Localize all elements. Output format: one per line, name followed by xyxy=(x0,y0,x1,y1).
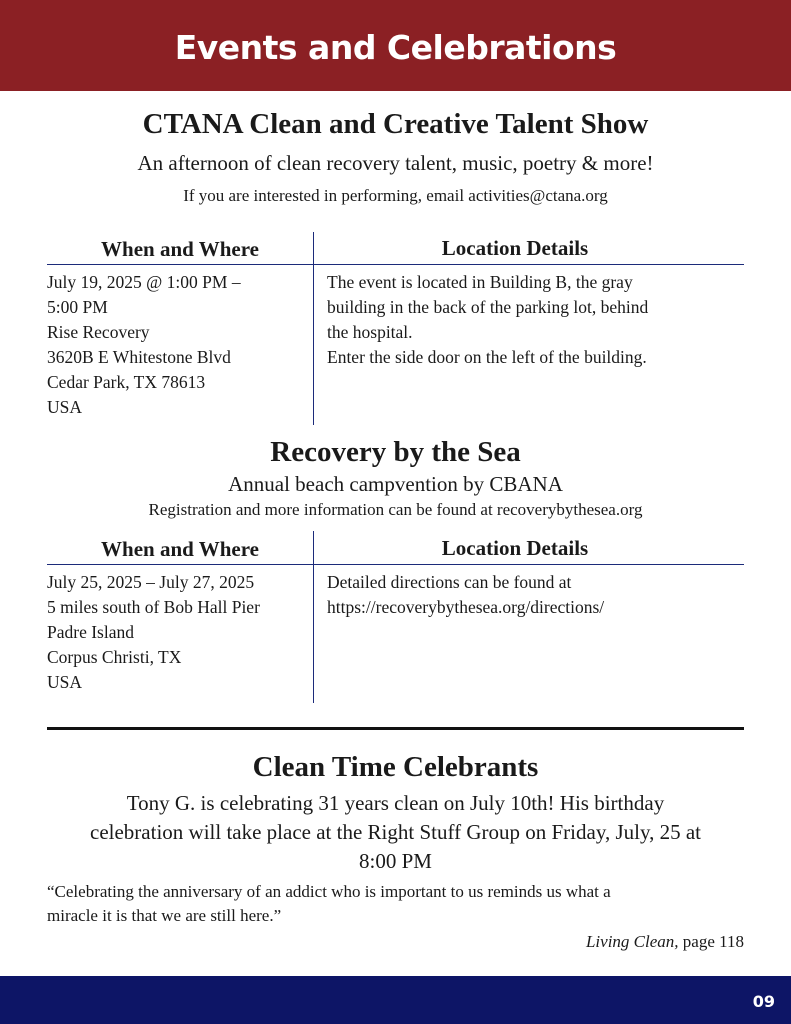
location-line: Enter the side door on the left of the building. xyxy=(327,347,647,367)
location-line: The event is located in Building B, the gray xyxy=(327,272,633,292)
when-where-cell xyxy=(47,270,241,420)
when-line: USA xyxy=(47,397,83,417)
when-line: 5:00 PM xyxy=(47,297,108,317)
event-note: Registration and more information can be found at recoverybythesea.org xyxy=(148,500,643,519)
when-line: 3620B E Whitestone Blvd xyxy=(47,347,231,367)
event-title: CTANA Clean and Creative Talent Show xyxy=(142,108,649,140)
location-line: https://recoverybythesea.org/directions/ xyxy=(327,597,605,617)
location-line: the hospital. xyxy=(327,322,413,342)
location-line: building in the back of the parking lot, behind xyxy=(327,297,649,317)
when-line: Padre Island xyxy=(47,622,134,642)
quote-line: “Celebrating the anniversary of an addict who is important to us reminds us what a xyxy=(47,882,611,901)
when-line: 5 miles south of Bob Hall Pier xyxy=(47,597,260,617)
location-line: Detailed directions can be found at xyxy=(327,572,572,592)
when-where-header: When and Where xyxy=(101,537,259,561)
event-note: If you are interested in performing, email activities@ctana.org xyxy=(183,186,608,205)
announcement-line: Tony G. is celebrating 31 years clean on July 10th! His birthday xyxy=(126,791,665,815)
section-divider xyxy=(47,727,744,730)
table-column-divider xyxy=(313,232,314,425)
citation-page: page 118 xyxy=(682,932,744,951)
event-subtitle: An afternoon of clean recovery talent, music, poetry & more! xyxy=(137,151,654,175)
location-details-cell xyxy=(327,270,648,370)
table-header-rule xyxy=(47,264,744,265)
table-column-divider xyxy=(313,531,314,703)
when-line: Corpus Christi, TX xyxy=(47,647,182,667)
event-subtitle: Annual beach campvention by CBANA xyxy=(228,472,563,496)
location-details-header: Location Details xyxy=(441,236,589,260)
page-title: Events and Celebrations xyxy=(174,28,617,67)
event-title: Recovery by the Sea xyxy=(270,436,521,468)
when-where-cell xyxy=(47,570,260,695)
when-line: USA xyxy=(47,672,83,692)
announcement-line: celebration will take place at the Right Stuff Group on Friday, July, 25 at xyxy=(90,820,701,844)
table-header-rule xyxy=(47,564,744,565)
celebrant-announcement xyxy=(0,789,791,876)
when-line: Rise Recovery xyxy=(47,322,150,342)
when-where-header: When and Where xyxy=(101,237,259,261)
quote-citation xyxy=(586,932,744,952)
celebrants-title: Clean Time Celebrants xyxy=(252,751,539,783)
page-header xyxy=(0,0,791,91)
citation-title: Living Clean, xyxy=(585,932,679,951)
when-line: Cedar Park, TX 78613 xyxy=(47,372,206,392)
quote-line: miracle it is that we are still here.” xyxy=(47,906,282,925)
announcement-line: 8:00 PM xyxy=(359,849,432,873)
location-details-header: Location Details xyxy=(441,536,589,560)
when-line: July 25, 2025 – July 27, 2025 xyxy=(47,572,255,592)
page-number: 09 xyxy=(752,992,775,1011)
page-footer xyxy=(0,976,791,1024)
quote xyxy=(47,880,747,928)
when-line: July 19, 2025 @ 1:00 PM – xyxy=(47,272,241,292)
location-details-cell xyxy=(327,570,604,620)
